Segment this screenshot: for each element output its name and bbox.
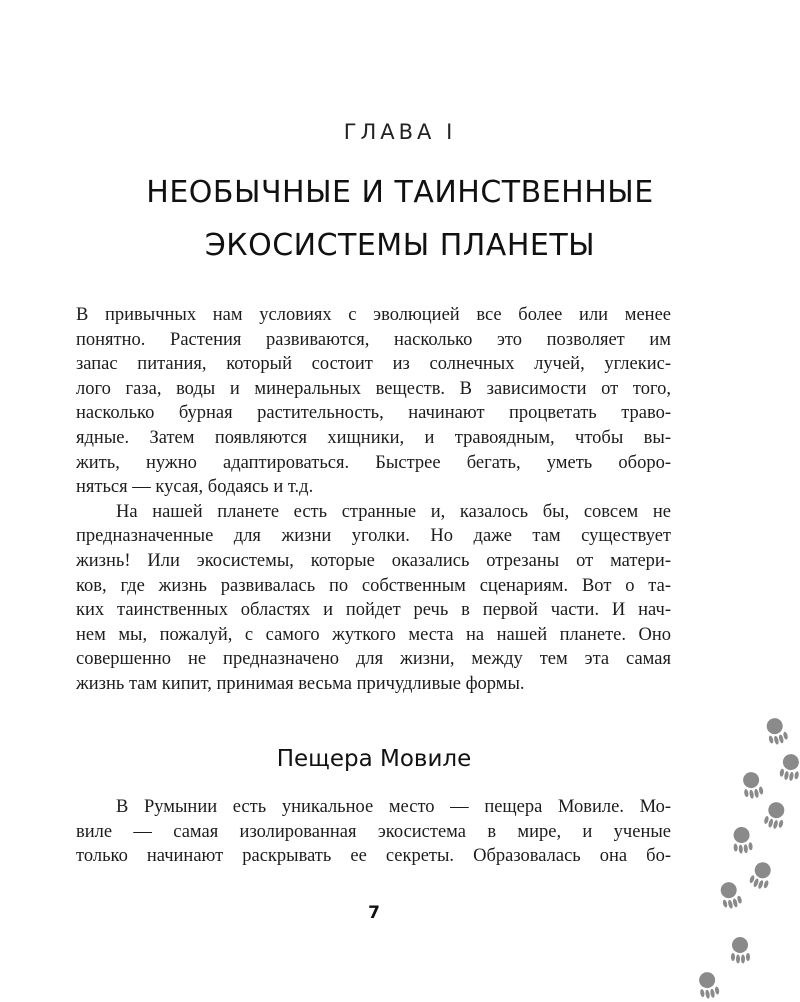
text-line: жизнь! Или экосистемы, которые оказались отрезаны от матери-: [76, 550, 671, 571]
intro-text: [76, 303, 671, 697]
paw-print-icon: [746, 857, 777, 893]
chapter-title-line: ЭКОСИСТЕМЫ ПЛАНЕТЫ: [204, 228, 596, 263]
text-line: предназначенные для жизни уголки. Но даже там существует: [76, 526, 671, 547]
text-line: запас питания, который состоит из солнечных лучей, углекис-: [76, 354, 671, 375]
text-line: В Румынии есть уникальное место — пещера Мовиле. Мо-: [116, 797, 671, 817]
text-line: ких таинственных областях и пойдет речь в первой части. И нач-: [76, 600, 671, 621]
paw-print-icon: [729, 935, 751, 965]
paw-print-icon: [695, 968, 722, 1001]
text-line: виле — самая изолированная экосистема в мире, и ученые: [76, 821, 671, 842]
page-number: 7: [368, 903, 380, 923]
text-line: ядные. Затем появляются хищники, и травоядным, чтобы вы-: [76, 427, 671, 448]
paw-print-icon: [777, 750, 800, 783]
paw-print-icon: [760, 798, 789, 833]
text-line: жить, нужно адаптироваться. Быстрее бегать, уметь оборо-: [76, 452, 671, 473]
section-text: [76, 795, 671, 869]
paw-print-icon: [730, 824, 755, 856]
text-line: совершенно не предназначено для жизни, между тем эта самая: [76, 649, 671, 670]
text-line: В привычных нам условиях с эволюцией все более или менее: [76, 305, 671, 325]
paw-print-icon: [761, 714, 790, 749]
text-line: насколько бурная растительность, начинают процветать траво-: [76, 403, 671, 424]
text-line: жизнь там кипит, принимая весьма причудливые формы.: [76, 673, 525, 694]
text-line: понятно. Растения развиваются, насколько это позволяет им: [76, 329, 671, 350]
section-title: Пещера Мовиле: [276, 746, 472, 772]
text-line: нем мы, пожалуй, с самого жуткого места на нашей планете. Оно: [76, 624, 671, 645]
chapter-title: [0, 166, 800, 272]
text-line: только начинают раскрывать ее секреты. Образовалась она бо-: [76, 846, 671, 867]
text-line: ков, где жизнь развивалась по собственным сценариям. Вот о та-: [76, 575, 671, 596]
text-line: лого газа, воды и минеральных веществ. В зависимости от того,: [76, 378, 671, 399]
chapter-label: ГЛАВА I: [343, 120, 457, 144]
text-line: няться — кусая, бодаясь и т.д.: [76, 477, 314, 498]
text-line: На нашей планете есть странные и, казалось бы, совсем не: [116, 501, 671, 522]
paw-print-icon: [739, 768, 766, 801]
chapter-title-line: НЕОБЫЧНЫЕ И ТАИНСТВЕННЫЕ: [146, 175, 654, 210]
